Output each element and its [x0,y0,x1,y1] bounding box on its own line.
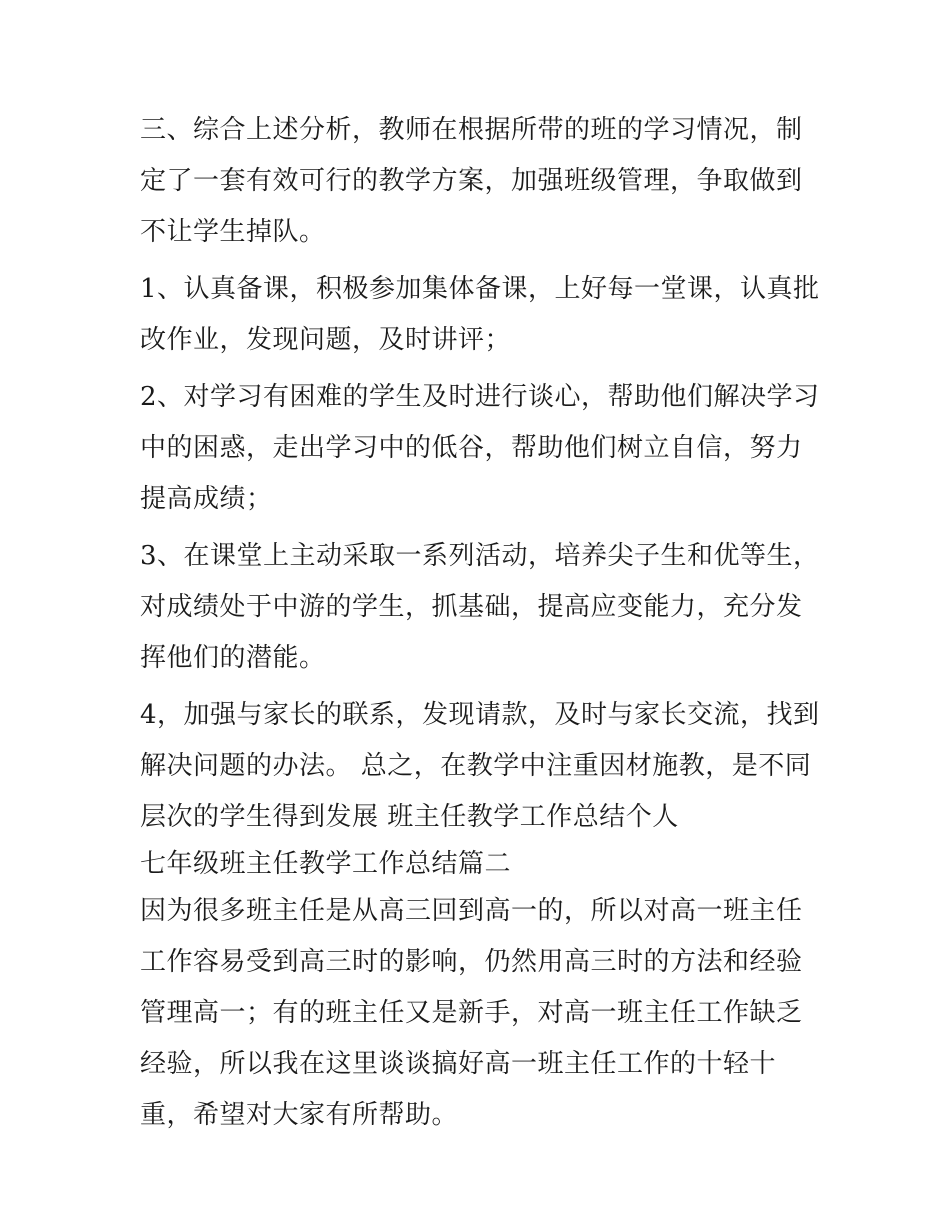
section-heading: 七年级班主任教学工作总结篇二 [140,849,512,879]
paragraph-item-2: 2、对学习有困难的学生及时进行谈心，帮助他们解决学习中的困惑，走出学习中的低谷，帮助他们树立自信，努力提高成绩； [140,382,820,514]
document-body [140,105,820,1141]
paragraph-item-3: 3、在课堂上主动采取一系列活动，培养尖子生和优等生，对成绩处于中游的学生，抓基础，提高应变能力，充分发挥他们的潜能。 [140,541,820,673]
paragraph-summary-analysis: 三、综合上述分析，教师在根据所带的班的学习情况，制定了一套有效可行的教学方案，加强班级管理，争取做到不让学生掉队。 [140,115,803,247]
paragraph-closing: 因为很多班主任是从高三回到高一的，所以对高一班主任工作容易受到高三时的影响，仍然用高三时的方法和经验管理高一；有的班主任又是新手，对高一班主任工作缺乏经验，所以我在这里谈谈搞好高一班主任工作的十轻十重，希望对大家有所帮助。 [140,896,803,1130]
paragraph-item-1: 1、认真备课，积极参加集体备课，上好每一堂课，认真批改作业，发现问题，及时讲评； [140,274,820,355]
paragraph-item-4: 4，加强与家长的联系，发现请款，及时与家长交流，找到解决问题的办法。 总之，在教学中注重因材施教，是不同层次的学生得到发展 班主任教学工作总结个人 [140,700,820,832]
